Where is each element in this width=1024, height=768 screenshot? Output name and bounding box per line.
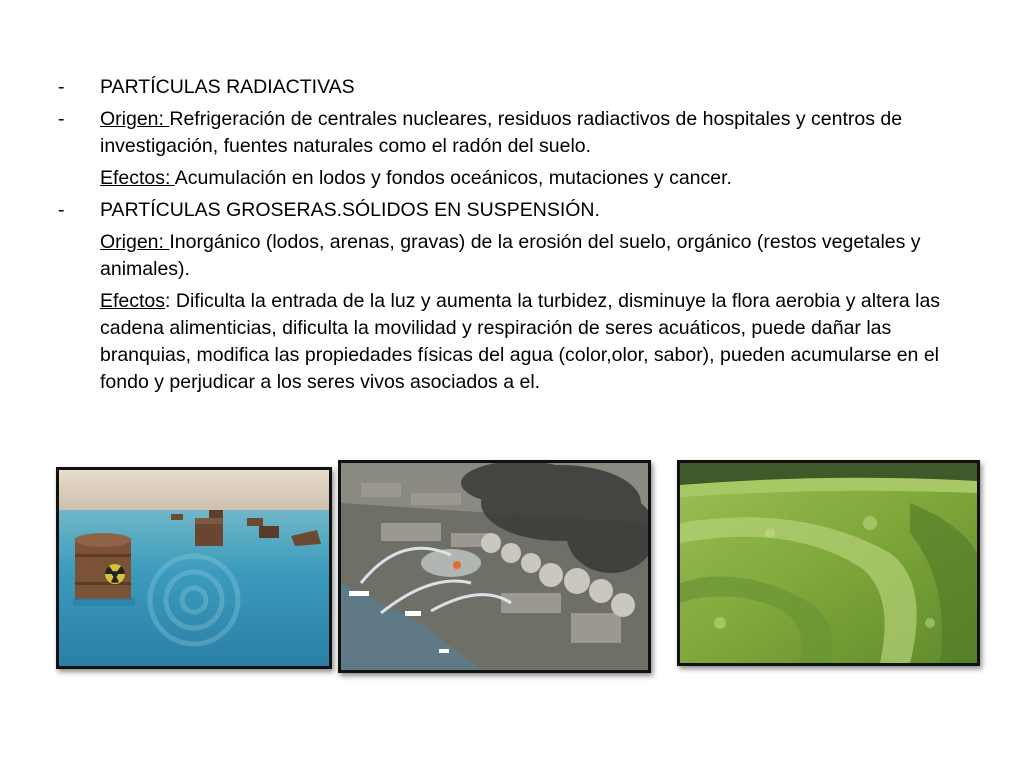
algae-water-image: [677, 460, 980, 666]
bullet-list: [58, 74, 958, 401]
origen-label: Origen:: [100, 108, 170, 130]
bullet-item-groseras: [58, 197, 958, 224]
burning-plant-image: [338, 460, 651, 673]
algae-water-illustration: [680, 463, 977, 663]
efectos-text: Acumulación en lodos y fondos oceánicos, mutaciones y cancer.: [174, 167, 732, 189]
origen-groseras: [58, 229, 958, 283]
radioactive-barrels-illustration: [59, 470, 329, 666]
bullet-dash: -: [58, 76, 65, 98]
bullet-text: PARTÍCULAS RADIACTIVAS: [100, 76, 355, 98]
efectos-radiactivas: [58, 165, 958, 192]
radioactive-barrels-image: [56, 467, 332, 669]
origen-text: Inorgánico (lodos, arenas, gravas) de la erosión del suelo, orgánico (restos vegetales y animales).: [100, 231, 921, 280]
origen-label: Origen:: [100, 231, 170, 253]
origen-text: Refrigeración de centrales nucleares, residuos radiactivos de hospitales y centros de investigación, fuentes naturales como el radón del suelo.: [100, 108, 903, 157]
bullet-item-origen-radiactivas: [58, 106, 958, 160]
burning-plant-illustration: [341, 463, 648, 670]
bullet-text: PARTÍCULAS GROSERAS.SÓLIDOS EN SUSPENSIÓN.: [100, 199, 600, 221]
efectos-text: : Dificulta la entrada de la luz y aumenta la turbidez, disminuye la flora aerobia y altera las cadena alimenticias, dificulta la movilidad y respiración de seres acuáticos, puede dañar las branquias, modifica las propiedades físicas del agua (color,olor, sabor), pueden acumularse en el fondo y perjudicar a los seres vivos asociados a el.: [100, 290, 941, 393]
bullet-dash: -: [58, 108, 65, 130]
efectos-groseras: [58, 288, 958, 396]
bullet-dash: -: [58, 199, 65, 221]
efectos-label: Efectos:: [100, 167, 175, 189]
bullet-item-radiactivas: [58, 74, 958, 101]
efectos-label: Efectos: [100, 290, 166, 312]
